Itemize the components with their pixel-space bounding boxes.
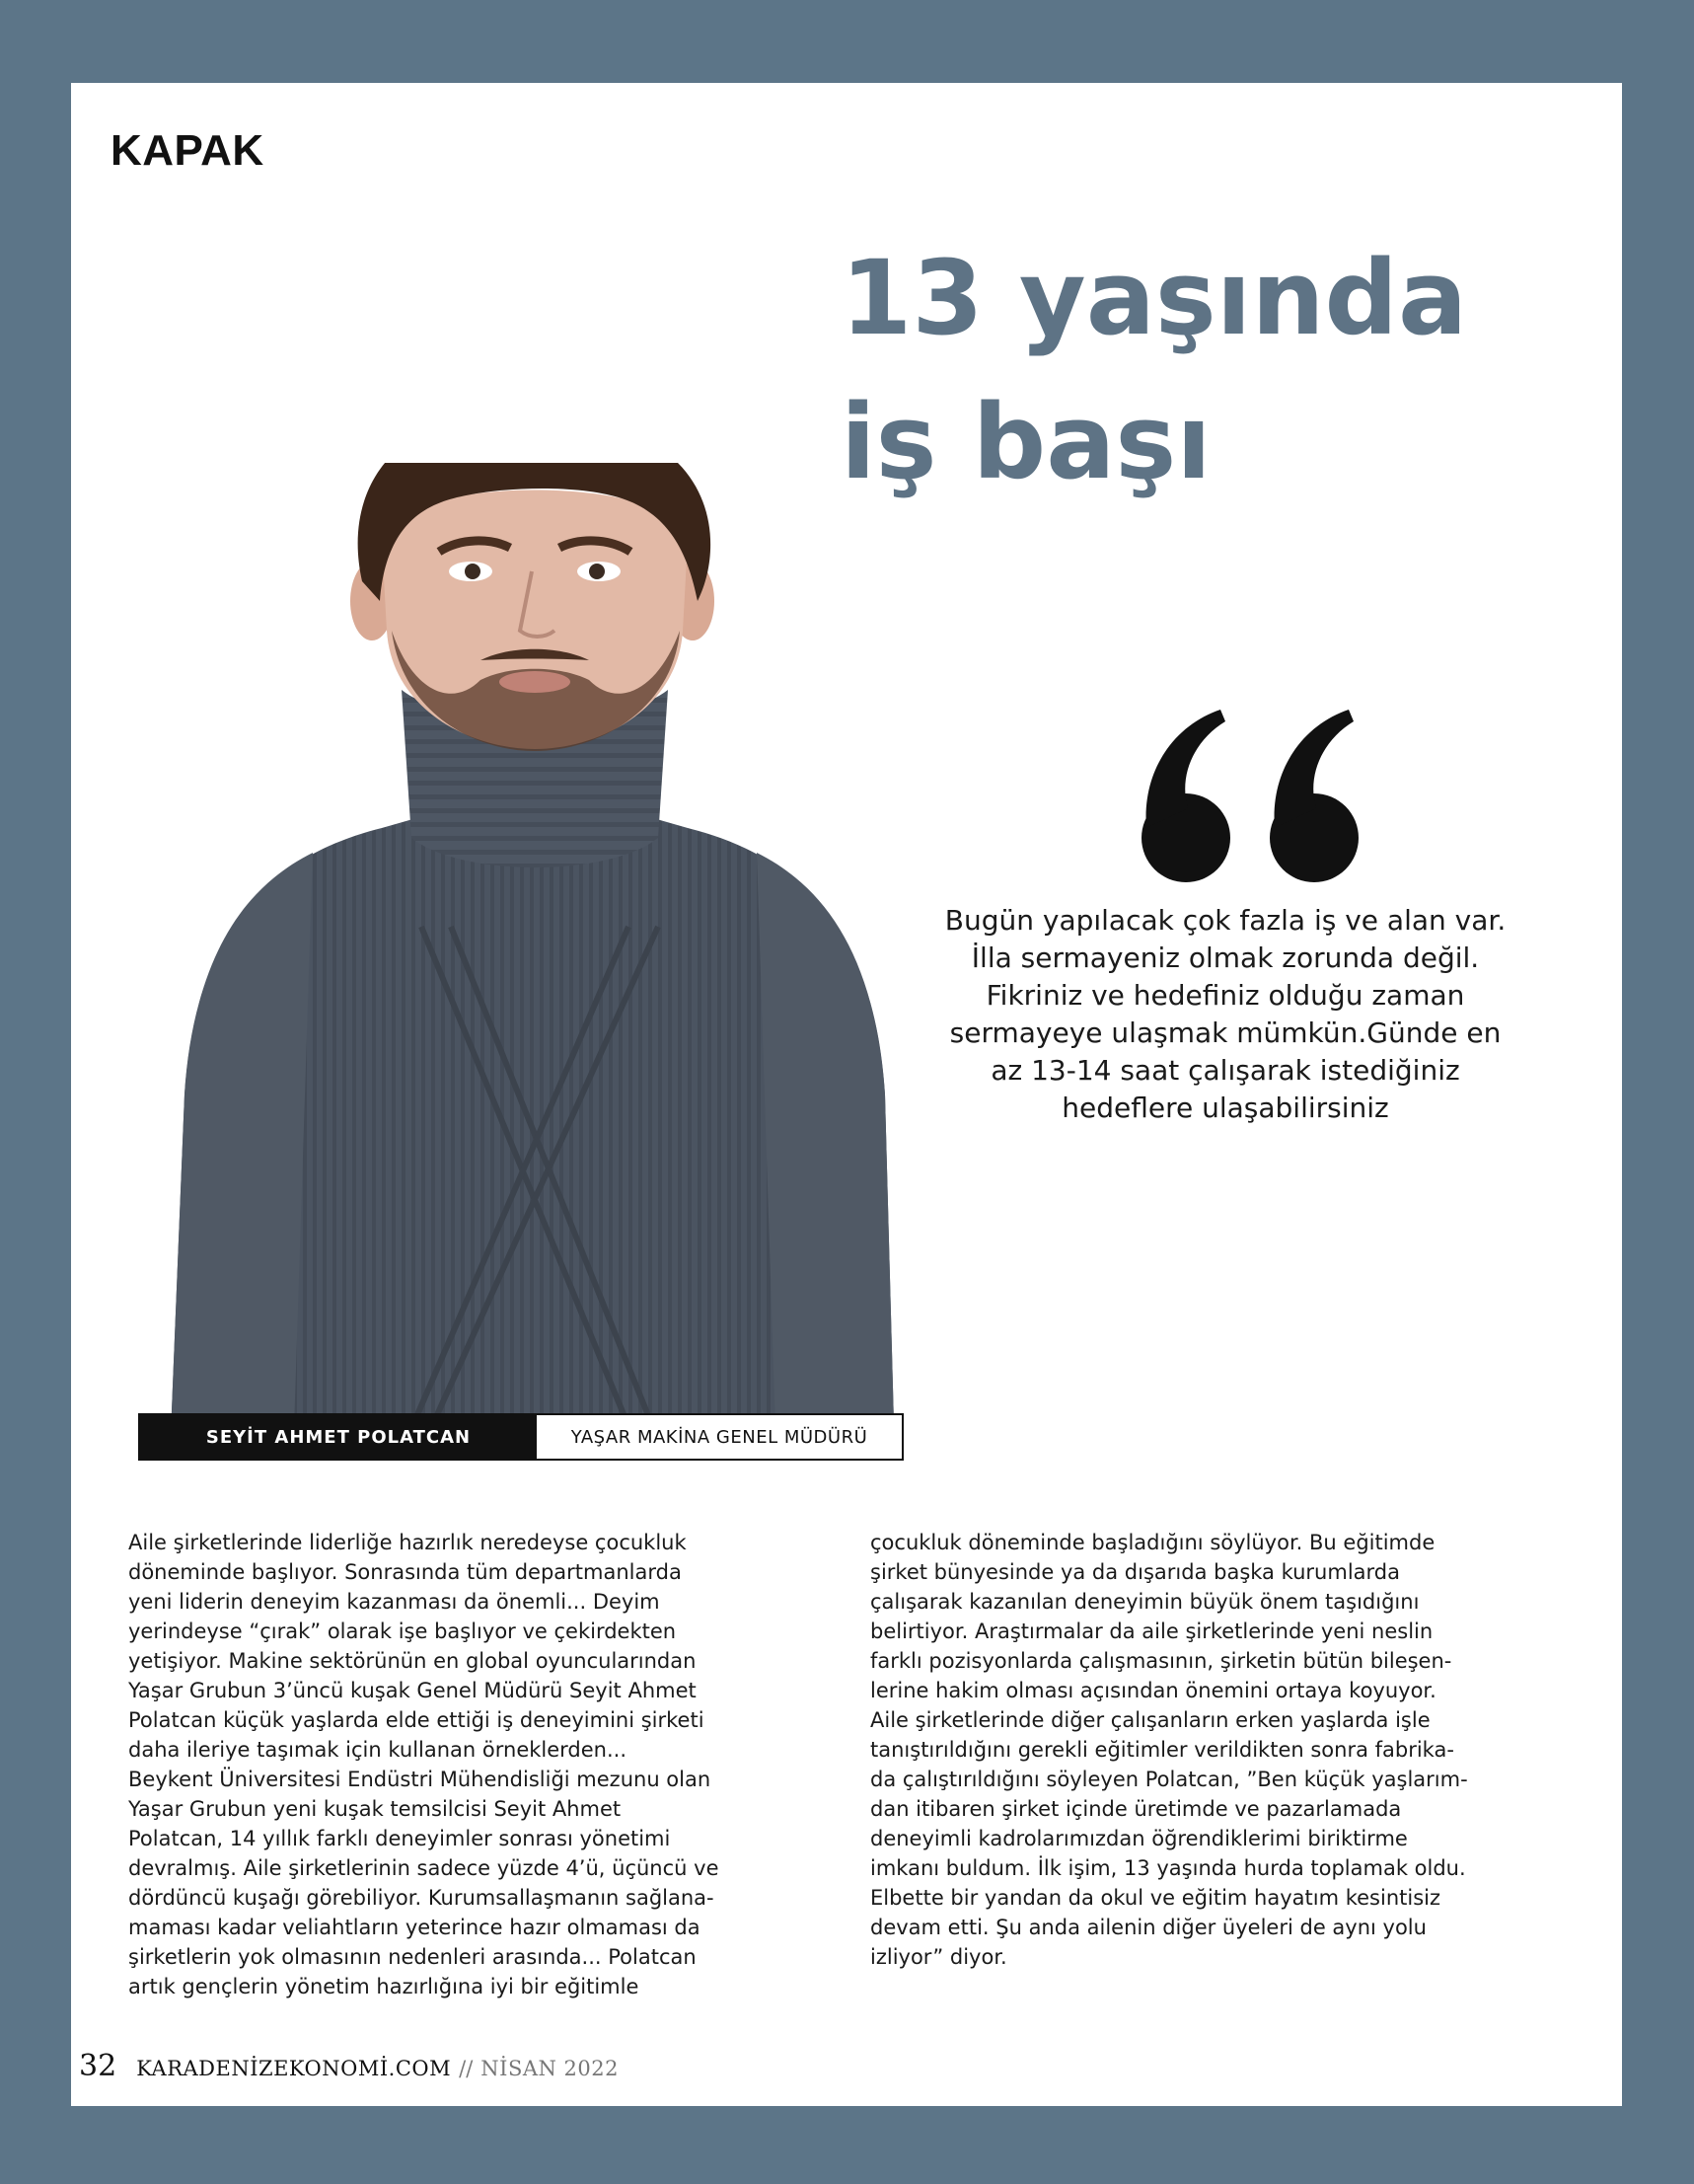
article-line: deneyimli kadrolarımızdan öğrendiklerimi biriktirme (870, 1827, 1408, 1850)
pull-quote-line: İlla sermayeniz olmak zorunda değil. (971, 941, 1480, 974)
headline (841, 226, 1531, 514)
page-footer (79, 2049, 619, 2083)
article-line: şirketlerin yok olmasının nedenleri arasında... Polatcan (128, 1945, 697, 1969)
article-line: döneminde başlıyor. Sonrasında tüm departmanlarda (128, 1560, 682, 1584)
caption-name: SEYİT AHMET POLATCAN (140, 1415, 537, 1459)
pull-quote-line: az 13-14 saat çalışarak istediğiniz (991, 1054, 1460, 1087)
article-line: da çalıştırıldığını söyleyen Polatcan, ”Ben küçük yaşlarım- (870, 1768, 1468, 1791)
headline-line-1: 13 yaşında (841, 238, 1468, 358)
pull-quote-line: Fikriniz ve hedefiniz olduğu zaman (986, 979, 1465, 1012)
caption-role: YAŞAR MAKİNA GENEL MÜDÜRÜ (537, 1415, 902, 1459)
pull-quote-line: sermayeye ulaşmak mümkün.Günde en (949, 1017, 1502, 1049)
page-number: 32 (79, 2049, 117, 2083)
article-line: daha ileriye taşımak için kullanan örneklerden... (128, 1738, 627, 1762)
article-line: çocukluk döneminde başladığını söylüyor. Bu eğitimde (870, 1531, 1436, 1554)
article-line: çalışarak kazanılan deneyimin büyük önem taşıdığını (870, 1590, 1420, 1614)
section-label: KAPAK (110, 126, 264, 175)
headline-line-2: iş başı (841, 382, 1212, 502)
article-line: Aile şirketlerinde liderliğe hazırlık neredeyse çocukluk (128, 1531, 687, 1554)
pull-quote (880, 902, 1571, 1127)
quote-mark-icon (1117, 700, 1393, 897)
article-line: maması kadar veliahtların yeterince hazır olmaması da (128, 1916, 700, 1939)
article-line: imkanı buldum. İlk işim, 13 yaşında hurda toplamak oldu. (870, 1856, 1466, 1880)
article-line: Yaşar Grubun 3’üncü kuşak Genel Müdürü Seyit Ahmet (128, 1679, 697, 1702)
article-line: devam etti. Şu anda ailenin diğer üyeleri de aynı yolu (870, 1916, 1427, 1939)
footer-separator: // (459, 2057, 474, 2080)
article-line: farklı pozisyonlarda çalışmasının, şirketin bütün bileşen- (870, 1649, 1452, 1673)
magazine-page (71, 83, 1622, 2106)
publication-name: KARADENİZEKONOMİ.COM (136, 2057, 452, 2080)
article-line: Yaşar Grubun yeni kuşak temsilcisi Seyit Ahmet (128, 1797, 622, 1821)
article-line: devralmış. Aile şirketlerinin sadece yüzde 4’ü, üçüncü ve (128, 1856, 719, 1880)
article-line: Polatcan, 14 yıllık farklı deneyimler sonrası yönetimi (128, 1827, 671, 1850)
pull-quote-line: hedeflere ulaşabilirsiniz (1062, 1092, 1389, 1124)
article-line: Beykent Üniversitesi Endüstri Mühendisliği mezunu olan (128, 1768, 711, 1791)
article-line: Elbette bir yandan da okul ve eğitim hayatım kesintisiz (870, 1886, 1441, 1910)
article-line: izliyor” diyor. (870, 1945, 1007, 1969)
issue-date: NİSAN 2022 (480, 2057, 619, 2080)
photo-caption (138, 1413, 904, 1461)
article-line: yerindeyse “çırak” olarak işe başlıyor ve çekirdekten (128, 1619, 677, 1643)
article-line: dan itibaren şirket içinde üretimde ve pazarlamada (870, 1797, 1402, 1821)
article-line: yetişiyor. Makine sektörünün en global oyuncularından (128, 1649, 697, 1673)
article-column-right (870, 1528, 1541, 1972)
article-column-left (128, 1528, 799, 2001)
article-line: belirtiyor. Araştırmalar da aile şirketlerinde yeni neslin (870, 1619, 1434, 1643)
article-line: Aile şirketlerinde diğer çalışanların erken yaşlarda işle (870, 1708, 1431, 1732)
article-line: yeni liderin deneyim kazanması da önemli... Deyim (128, 1590, 660, 1614)
article-line: artık gençlerin yönetim hazırlığına iyi bir eğitimle (128, 1975, 639, 1998)
article-line: lerine hakim olması açısından önemini ortaya koyuyor. (870, 1679, 1436, 1702)
article-line: dördüncü kuşağı görebiliyor. Kurumsallaşmanın sağlana- (128, 1886, 714, 1910)
article-line: şirket bünyesinde ya da dışarıda başka kurumlarda (870, 1560, 1400, 1584)
portrait-photo (125, 463, 915, 1460)
article-line: tanıştırıldığını gerekli eğitimler verildikten sonra fabrika- (870, 1738, 1454, 1762)
pull-quote-line: Bugün yapılacak çok fazla iş ve alan var. (944, 904, 1507, 937)
article-line: Polatcan küçük yaşlarda elde ettiği iş deneyimini şirketi (128, 1708, 704, 1732)
